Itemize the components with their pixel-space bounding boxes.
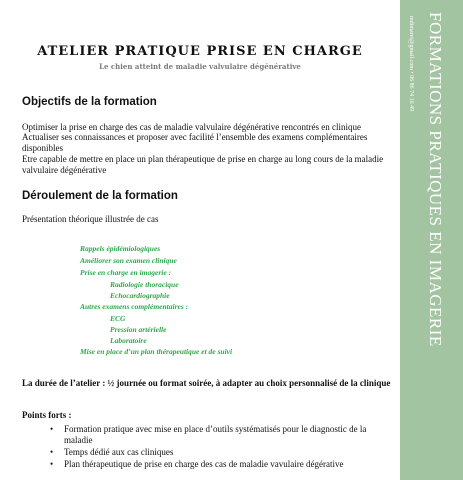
bullet-icon: • — [50, 424, 54, 434]
points-forts-item — [50, 447, 384, 458]
points-forts-text: Formation pratique avec mise en place d’outils systématisés pour le diagnostic de la maladie — [64, 424, 367, 445]
points-forts-item — [50, 459, 384, 470]
points-forts-text: Plan thérapeutique de prise en charge des cas de maladie vavulaire dégérative — [64, 459, 344, 469]
deroulement-heading: Déroulement de la formation — [22, 190, 178, 202]
program-subitem: Radiologie thoracique — [110, 280, 179, 289]
sidebar-title: FORMATIONS PRATIQUES EN IMAGERIE — [426, 12, 445, 347]
objectifs-heading: Objectifs de la formation — [22, 96, 157, 108]
sidebar-contact: mdimaret@gmail.com • 06 86 74 16 49 — [408, 16, 414, 112]
program-item: Prise en charge en imagerie : — [80, 268, 172, 277]
program-item: Rappels épidémiologiques — [80, 244, 161, 253]
bullet-icon: • — [50, 447, 54, 457]
program-item: Mise en place d’un plan thérapeutique et de suivi — [80, 347, 233, 356]
points-forts-heading: Points forts : — [22, 410, 72, 420]
program-item: Améliorer son examen clinique — [80, 256, 177, 265]
program-item: Autres examens complémentaires : — [80, 302, 189, 311]
program-subitem: Laboratoire — [110, 336, 147, 345]
objectifs-line-2: Actualiser ses connaissances et proposer avec facilité l’ensemble des examens complémentaires disponibles — [22, 132, 368, 153]
objectifs-line-1: Optimiser la prise en charge des cas de maladie valvulaire dégénérative rencontrés en clinique — [22, 122, 361, 132]
program-subitem: ECG — [110, 314, 126, 323]
page-subtitle: Le chien atteint de maladie valvulaire dégénérative — [99, 62, 301, 71]
deroulement-intro: Présentation théorique illustrée de cas — [22, 214, 159, 224]
points-forts-text: Temps dédié aux cas cliniques — [64, 447, 174, 457]
duree-text: La durée de l’atelier : ½ journée ou format soirée, à adapter au choix personnalisé de la clinique — [22, 378, 391, 388]
program-subitem: Pression artérielle — [110, 325, 167, 334]
program-subitem: Echocardiographie — [110, 291, 170, 300]
objectifs-line-3: Etre capable de mettre en place un plan thérapeutique de prise en charge au long cours de la maladie valvulaire dégénérative — [22, 154, 384, 175]
page-title: ATELIER PRATIQUE PRISE EN CHARGE — [37, 44, 363, 59]
bullet-icon: • — [50, 459, 54, 469]
points-forts-item — [50, 424, 384, 445]
